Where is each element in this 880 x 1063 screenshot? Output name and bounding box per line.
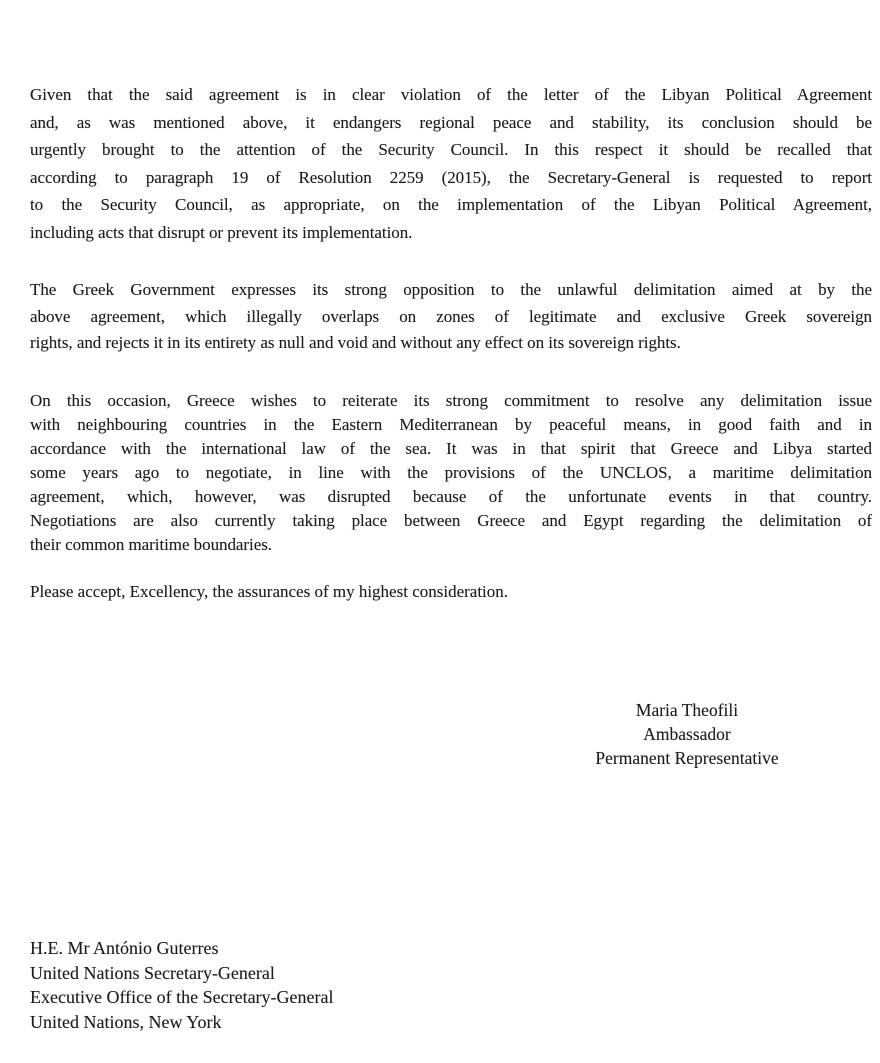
paragraph-1-line-6: including acts that disrupt or prevent its implementation. <box>30 222 413 242</box>
paragraph-3-line-5: agreement, which, however, was disrupted because of the unfortunate events in that country. <box>30 486 872 506</box>
paragraph-1-line-4: according to paragraph 19 of Resolution 2259 (2015), the Secretary-General is requested to report <box>30 167 872 187</box>
signature-block <box>524 698 850 770</box>
paragraph-1-line-2: and, as was mentioned above, it endangers regional peace and stability, its conclusion should be <box>30 112 872 132</box>
paragraph-2-line-3: rights, and rejects it in its entirety as null and void and without any effect on its sovereign rights. <box>30 333 681 352</box>
letter-body <box>30 81 872 605</box>
paragraph-1-line-1: Given that the said agreement is in clear violation of the letter of the Libyan Political Agreement <box>30 85 872 104</box>
paragraph-2-line-2: above agreement, which illegally overlaps on zones of legitimate and exclusive Greek sovereign <box>30 306 872 326</box>
signature-role: Permanent Representative <box>595 748 779 768</box>
paragraph-2-line-1: The Greek Government expresses its strong opposition to the unlawful delimitation aimed at by the <box>30 280 872 299</box>
paragraph-3 <box>30 389 872 557</box>
paragraph-1-line-5: to the Security Council, as appropriate, on the implementation of the Libyan Political Agreement, <box>30 195 872 214</box>
signature-name: Maria Theofili <box>635 700 739 720</box>
paragraph-2 <box>30 277 872 357</box>
paragraph-1 <box>30 81 872 246</box>
recipient-location: United Nations, New York <box>30 1011 222 1032</box>
paragraph-3-line-3: accordance with the international law of the sea. It was in that spirit that Greece and Libya started <box>30 438 872 458</box>
signature-title: Ambassador <box>643 724 731 744</box>
paragraph-3-line-7: their common maritime boundaries. <box>30 534 272 554</box>
closing-salutation: Please accept, Excellency, the assurances of my highest consideration. <box>30 581 509 601</box>
recipient-title: United Nations Secretary-General <box>30 962 275 983</box>
paragraph-3-line-2: with neighbouring countries in the Eastern Mediterranean by peaceful means, in good faith and in <box>30 414 872 434</box>
paragraph-3-line-4: some years ago to negotiate, in line with the provisions of the UNCLOS, a maritime delimitation <box>30 462 872 482</box>
recipient-address-block <box>30 936 334 1034</box>
recipient-name: H.E. Mr António Guterres <box>30 938 219 958</box>
paragraph-1-line-3: urgently brought to the attention of the Security Council. In this respect it should be recalled that <box>30 140 872 159</box>
paragraph-3-line-1: On this occasion, Greece wishes to reiterate its strong commitment to resolve any delimitation issue <box>30 390 872 410</box>
recipient-office: Executive Office of the Secretary-General <box>30 987 334 1007</box>
paragraph-3-line-6: Negotiations are also currently taking place between Greece and Egypt regarding the delimitation of <box>30 510 872 530</box>
